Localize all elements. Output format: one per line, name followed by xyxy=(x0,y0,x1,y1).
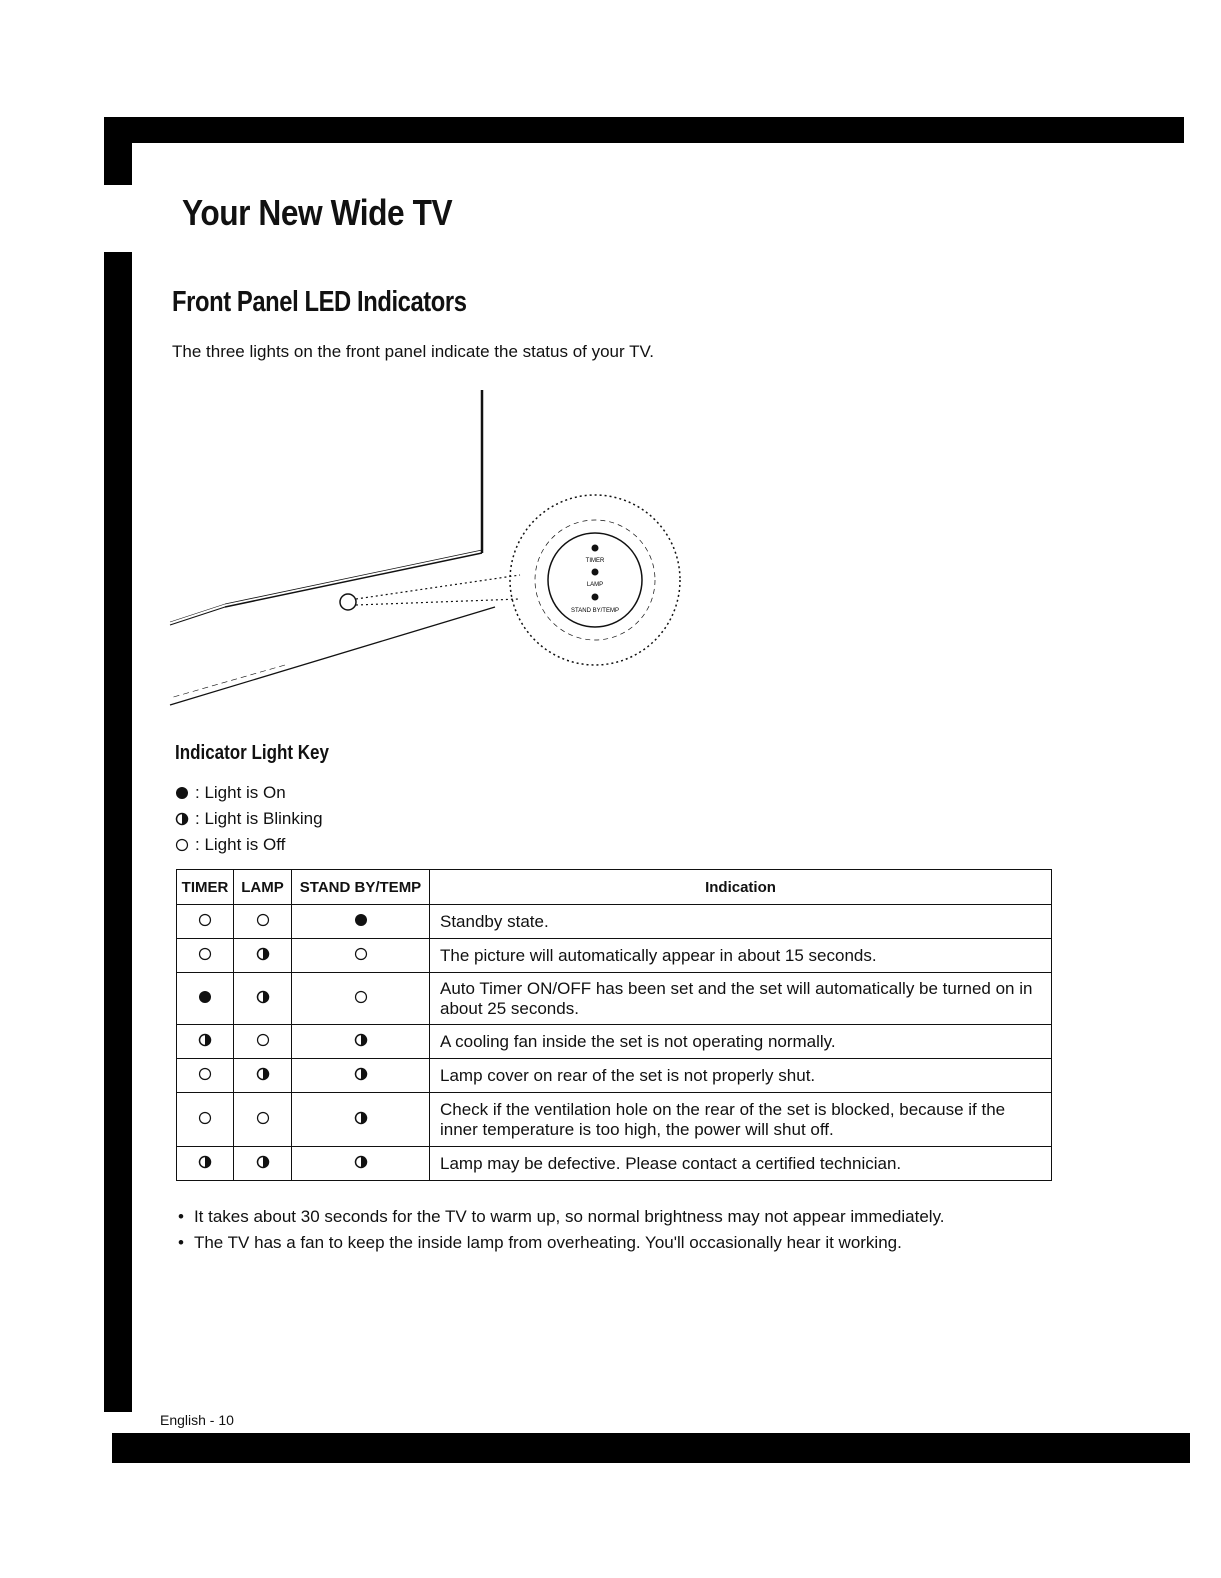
cell-indication: Standby state. xyxy=(430,905,1052,939)
key-item-blink xyxy=(175,806,323,832)
header-standby: STAND BY/TEMP xyxy=(292,870,430,905)
led-blink-icon xyxy=(354,1110,368,1124)
header-timer: TIMER xyxy=(177,870,234,905)
cell-indication: Lamp cover on rear of the set is not properly shut. xyxy=(430,1059,1052,1093)
header-indication: Indication xyxy=(430,870,1052,905)
standby-led-icon xyxy=(592,594,599,601)
table-row xyxy=(177,905,1052,939)
led-off-icon xyxy=(198,946,212,960)
cell-indication: Check if the ventilation hole on the rear of the set is blocked, because if the inner temperature is too high, the power will shut off. xyxy=(430,1093,1052,1147)
key-label-on: : Light is On xyxy=(195,783,286,802)
key-list xyxy=(175,780,323,858)
cell-standby xyxy=(292,939,430,973)
cell-timer xyxy=(177,905,234,939)
intro-text: The three lights on the front panel indicate the status of your TV. xyxy=(172,342,654,361)
cell-timer xyxy=(177,1147,234,1181)
led-blink-icon xyxy=(256,989,270,1003)
lamp-led-icon xyxy=(592,569,599,576)
cell-timer xyxy=(177,1093,234,1147)
cell-timer xyxy=(177,1025,234,1059)
table-row xyxy=(177,939,1052,973)
led-blink-icon xyxy=(198,1154,212,1168)
led-blink-icon xyxy=(256,1154,270,1168)
section-title: Front Panel LED Indicators xyxy=(172,286,467,318)
led-blink-icon xyxy=(175,812,189,826)
page-footer: English - 10 xyxy=(160,1412,234,1428)
led-off-icon xyxy=(354,946,368,960)
led-off-icon xyxy=(198,1066,212,1080)
cell-indication: Auto Timer ON/OFF has been set and the set will automatically be turned on in about 25 seconds. xyxy=(430,973,1052,1025)
cell-indication: The picture will automatically appear in about 15 seconds. xyxy=(430,939,1052,973)
key-label-blink: : Light is Blinking xyxy=(195,809,323,828)
table-row xyxy=(177,1059,1052,1093)
note-item: • It takes about 30 seconds for the TV to warm up, so normal brightness may not appear immediately. xyxy=(178,1204,945,1230)
led-position-marker xyxy=(340,594,356,610)
led-off-icon xyxy=(198,1110,212,1124)
led-blink-icon xyxy=(354,1154,368,1168)
cell-indication: Lamp may be defective. Please contact a certified technician. xyxy=(430,1147,1052,1181)
table-header-row xyxy=(177,870,1052,905)
top-black-bar xyxy=(104,117,1184,143)
key-item-on xyxy=(175,780,323,806)
note-item: • The TV has a fan to keep the inside lamp from overheating. You'll occasionally hear it working. xyxy=(178,1230,945,1256)
cell-lamp xyxy=(234,1093,292,1147)
timer-led-icon xyxy=(592,545,599,552)
cell-lamp xyxy=(234,1147,292,1181)
table-row xyxy=(177,973,1052,1025)
led-off-icon xyxy=(175,838,189,852)
table-row xyxy=(177,1025,1052,1059)
magnify-circle xyxy=(510,495,680,665)
led-off-icon xyxy=(354,989,368,1003)
diagram-label-standby: STAND BY/TEMP xyxy=(571,608,619,614)
led-blink-icon xyxy=(256,946,270,960)
table-row xyxy=(177,1093,1052,1147)
bottom-black-bar xyxy=(112,1433,1190,1463)
key-label-off: : Light is Off xyxy=(195,835,286,854)
led-off-icon xyxy=(198,912,212,926)
led-off-icon xyxy=(256,1032,270,1046)
cell-standby xyxy=(292,905,430,939)
key-heading: Indicator Light Key xyxy=(175,742,329,764)
header-lamp: LAMP xyxy=(234,870,292,905)
key-item-off xyxy=(175,832,323,858)
cell-lamp xyxy=(234,905,292,939)
cell-standby xyxy=(292,1059,430,1093)
cell-standby xyxy=(292,973,430,1025)
led-blink-icon xyxy=(256,1066,270,1080)
led-blink-icon xyxy=(354,1066,368,1080)
cell-timer xyxy=(177,1059,234,1093)
cell-lamp xyxy=(234,973,292,1025)
cell-standby xyxy=(292,1093,430,1147)
table-row xyxy=(177,1147,1052,1181)
diagram-label-lamp: LAMP xyxy=(586,582,604,588)
cell-standby xyxy=(292,1147,430,1181)
notes-list xyxy=(178,1204,945,1256)
led-on-icon xyxy=(198,989,212,1003)
led-blink-icon xyxy=(198,1032,212,1046)
cell-indication: A cooling fan inside the set is not operating normally. xyxy=(430,1025,1052,1059)
cell-lamp xyxy=(234,1059,292,1093)
led-off-icon xyxy=(256,912,270,926)
left-side-bar xyxy=(104,252,132,1412)
top-left-tab xyxy=(104,117,132,185)
cell-timer xyxy=(177,939,234,973)
cell-timer xyxy=(177,973,234,1025)
cell-lamp xyxy=(234,939,292,973)
page-title: Your New Wide TV xyxy=(182,192,453,233)
front-panel-diagram xyxy=(165,385,695,710)
led-blink-icon xyxy=(354,1032,368,1046)
diagram-label-timer: TIMER xyxy=(585,558,605,564)
led-off-icon xyxy=(256,1110,270,1124)
led-on-icon xyxy=(354,912,368,926)
cell-lamp xyxy=(234,1025,292,1059)
indicator-table xyxy=(176,869,1052,1181)
cell-standby xyxy=(292,1025,430,1059)
led-on-icon xyxy=(175,786,189,800)
